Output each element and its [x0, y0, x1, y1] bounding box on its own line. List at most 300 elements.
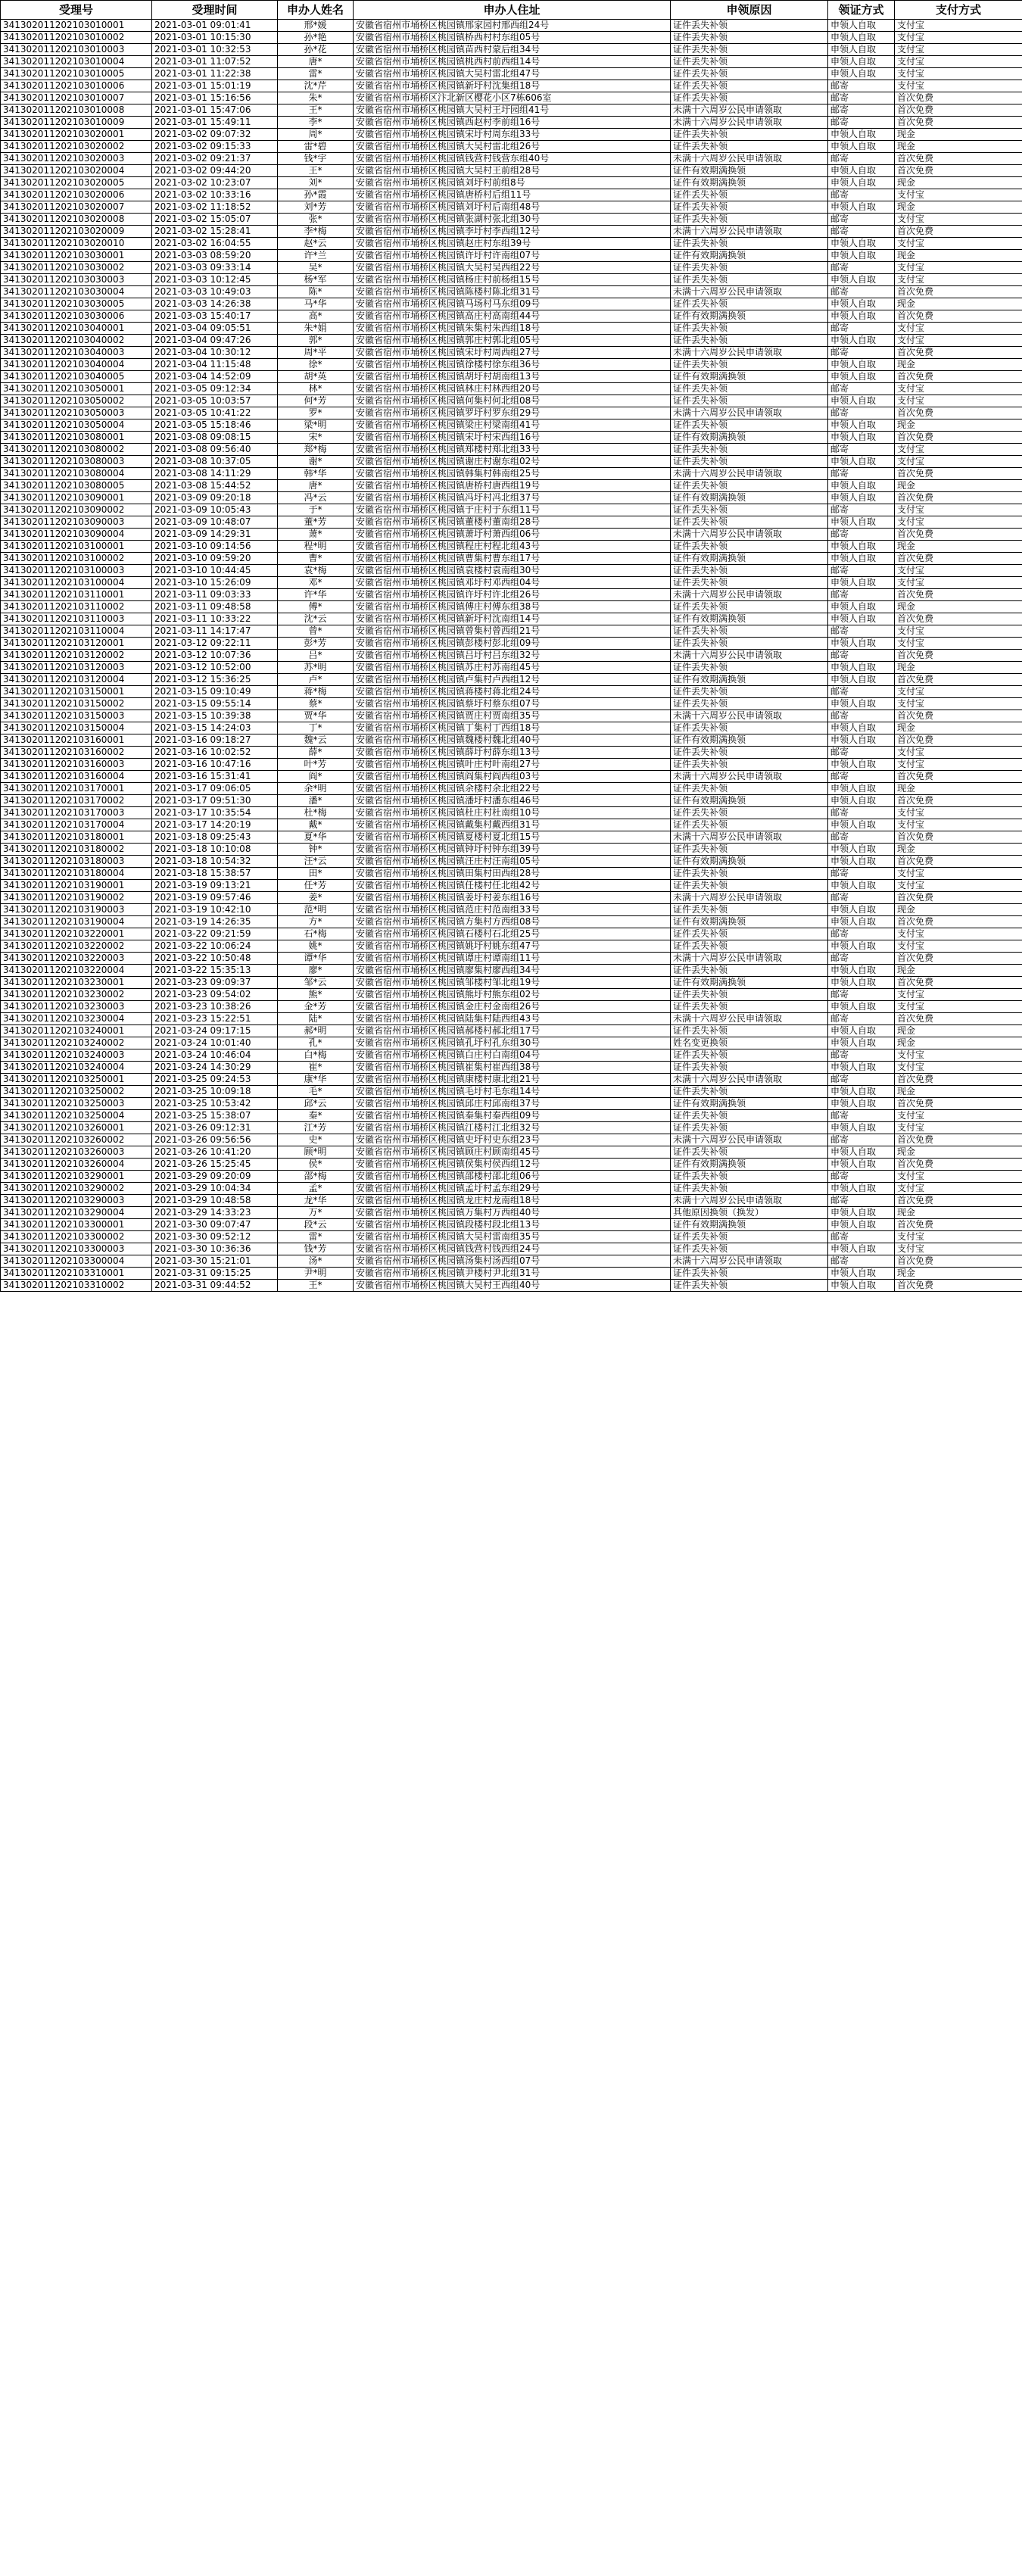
cell-time: 2021-03-10 09:14:56 [152, 541, 278, 553]
cell-time: 2021-03-29 14:33:23 [152, 1207, 278, 1219]
cell-id: 341302011202103040003 [1, 347, 152, 359]
cell-id: 341302011202103010008 [1, 104, 152, 117]
cell-payment: 现金 [895, 541, 1022, 553]
cell-name: 钱*宇 [278, 153, 354, 165]
cell-id: 341302011202103170002 [1, 795, 152, 807]
cell-id: 341302011202103300004 [1, 1255, 152, 1268]
cell-payment: 首次免费 [895, 226, 1022, 238]
cell-name: 史* [278, 1134, 354, 1146]
cell-delivery: 申领人自取 [828, 783, 895, 795]
table-row [1, 613, 1022, 625]
cell-id: 341302011202103220002 [1, 940, 152, 953]
cell-address: 安徽省宿州市埇桥区桃园镇梁庄村梁南组41号 [354, 419, 671, 432]
cell-payment: 支付宝 [895, 928, 1022, 940]
cell-address: 安徽省宿州市埇桥区桃园镇大吴村吴西组22号 [354, 262, 671, 274]
cell-time: 2021-03-03 14:26:38 [152, 298, 278, 310]
cell-delivery: 邮寄 [828, 262, 895, 274]
cell-name: 韩*华 [278, 468, 354, 480]
cell-time: 2021-03-12 10:07:36 [152, 650, 278, 662]
cell-address: 安徽省宿州市埇桥区桃园镇许圩村许北组26号 [354, 589, 671, 601]
table-row [1, 1110, 1022, 1122]
cell-payment: 首次免费 [895, 1255, 1022, 1268]
table-row [1, 20, 1022, 32]
cell-address: 安徽省宿州市埇桥区桃园镇大吴村王前组28号 [354, 165, 671, 177]
cell-id: 341302011202103020006 [1, 189, 152, 201]
table-row [1, 722, 1022, 734]
cell-reason: 证件丢失补领 [671, 20, 828, 32]
cell-name: 王* [278, 104, 354, 117]
cell-name: 刘* [278, 177, 354, 189]
cell-name: 杜*梅 [278, 807, 354, 819]
table-row [1, 589, 1022, 601]
cell-delivery: 申领人自取 [828, 480, 895, 492]
cell-reason: 证件丢失补领 [671, 844, 828, 856]
cell-name: 沈*云 [278, 613, 354, 625]
cell-time: 2021-03-25 09:24:53 [152, 1074, 278, 1086]
cell-payment: 首次免费 [895, 892, 1022, 904]
cell-delivery: 邮寄 [828, 504, 895, 516]
cell-reason: 未满十六周岁公民申请领取 [671, 831, 828, 844]
cell-payment: 首次免费 [895, 977, 1022, 989]
cell-reason: 未满十六周岁公民申请领取 [671, 1255, 828, 1268]
cell-address: 安徽省宿州市埇桥区桃园镇毛圩村毛东组14号 [354, 1086, 671, 1098]
cell-delivery: 申领人自取 [828, 940, 895, 953]
cell-time: 2021-03-01 09:01:41 [152, 20, 278, 32]
cell-delivery: 申领人自取 [828, 250, 895, 262]
cell-name: 朱*娟 [278, 323, 354, 335]
cell-payment: 首次免费 [895, 286, 1022, 298]
cell-address: 安徽省宿州市埇桥区桃园镇何集村何北组08号 [354, 395, 671, 407]
cell-address: 安徽省宿州市埇桥区桃园镇康楼村康北组21号 [354, 1074, 671, 1086]
table-row [1, 189, 1022, 201]
cell-time: 2021-03-02 10:33:16 [152, 189, 278, 201]
cell-payment: 现金 [895, 1037, 1022, 1049]
cell-address: 安徽省宿州市埇桥区桃园镇郭庄村郭北组05号 [354, 335, 671, 347]
cell-address: 安徽省宿州市埇桥区桃园镇蔡圩村蔡东组07号 [354, 698, 671, 710]
table-row [1, 1049, 1022, 1062]
cell-id: 341302011202103230004 [1, 1013, 152, 1025]
cell-id: 341302011202103030005 [1, 298, 152, 310]
cell-reason: 证件丢失补领 [671, 1025, 828, 1037]
cell-name: 赵*云 [278, 238, 354, 250]
cell-name: 薛* [278, 747, 354, 759]
cell-name: 冯*云 [278, 492, 354, 504]
cell-address: 安徽省宿州市埇桥区桃园镇宋圩村宋西组16号 [354, 432, 671, 444]
cell-id: 341302011202103090001 [1, 492, 152, 504]
cell-delivery: 邮寄 [828, 650, 895, 662]
cell-time: 2021-03-10 09:59:20 [152, 553, 278, 565]
cell-name: 潘* [278, 795, 354, 807]
cell-reason: 未满十六周岁公民申请领取 [671, 117, 828, 129]
cell-payment: 现金 [895, 419, 1022, 432]
cell-time: 2021-03-29 09:20:09 [152, 1171, 278, 1183]
cell-reason: 证件丢失补领 [671, 880, 828, 892]
cell-payment: 支付宝 [895, 238, 1022, 250]
cell-time: 2021-03-12 10:52:00 [152, 662, 278, 674]
cell-time: 2021-03-26 09:12:31 [152, 1122, 278, 1134]
cell-time: 2021-03-02 15:05:07 [152, 214, 278, 226]
cell-reason: 证件丢失补领 [671, 419, 828, 432]
cell-payment: 首次免费 [895, 710, 1022, 722]
cell-time: 2021-03-10 15:26:09 [152, 577, 278, 589]
table-row [1, 856, 1022, 868]
cell-delivery: 申领人自取 [828, 1062, 895, 1074]
cell-id: 341302011202103030006 [1, 310, 152, 323]
cell-reason: 证件丢失补领 [671, 989, 828, 1001]
table-row [1, 1255, 1022, 1268]
table-row [1, 1098, 1022, 1110]
cell-address: 安徽省宿州市埇桥区桃园镇程庄村程北组43号 [354, 541, 671, 553]
cell-reason: 证件丢失补领 [671, 1110, 828, 1122]
table-row [1, 868, 1022, 880]
table-row [1, 759, 1022, 771]
cell-time: 2021-03-04 11:15:48 [152, 359, 278, 371]
cell-payment: 首次免费 [895, 1219, 1022, 1231]
cell-reason: 证件丢失补领 [671, 1122, 828, 1134]
cell-address: 安徽省宿州市埇桥区桃园镇唐桥村唐西组19号 [354, 480, 671, 492]
table-row [1, 662, 1022, 674]
col-header-id: 受理号 [1, 1, 152, 20]
cell-address: 安徽省宿州市埇桥区桃园镇李圩村李西组12号 [354, 226, 671, 238]
cell-name: 孙*花 [278, 44, 354, 56]
table-row [1, 1062, 1022, 1074]
cell-address: 安徽省宿州市埇桥区桃园镇刘圩村前组8号 [354, 177, 671, 189]
cell-delivery: 邮寄 [828, 407, 895, 419]
cell-id: 341302011202103020007 [1, 201, 152, 214]
cell-id: 341302011202103290004 [1, 1207, 152, 1219]
cell-id: 341302011202103110002 [1, 601, 152, 613]
cell-reason: 证件有效期满换领 [671, 177, 828, 189]
cell-delivery: 申领人自取 [828, 516, 895, 529]
table-row [1, 1183, 1022, 1195]
cell-payment: 支付宝 [895, 214, 1022, 226]
cell-delivery: 申领人自取 [828, 359, 895, 371]
cell-address: 安徽省宿州市埇桥区桃园镇冯圩村冯北组37号 [354, 492, 671, 504]
cell-payment: 现金 [895, 250, 1022, 262]
cell-address: 安徽省宿州市埇桥区桃园镇汪庄村汪南组05号 [354, 856, 671, 868]
table-row [1, 529, 1022, 541]
table-row [1, 965, 1022, 977]
table-row [1, 916, 1022, 928]
cell-id: 341302011202103250003 [1, 1098, 152, 1110]
cell-id: 341302011202103190002 [1, 892, 152, 904]
cell-id: 341302011202103300002 [1, 1231, 152, 1243]
cell-name: 王* [278, 1280, 354, 1292]
cell-id: 341302011202103080003 [1, 456, 152, 468]
cell-delivery: 申领人自取 [828, 1146, 895, 1159]
cell-delivery: 申领人自取 [828, 722, 895, 734]
cell-delivery: 申领人自取 [828, 310, 895, 323]
cell-reason: 证件丢失补领 [671, 1268, 828, 1280]
cell-reason: 未满十六周岁公民申请领取 [671, 710, 828, 722]
cell-id: 341302011202103260002 [1, 1134, 152, 1146]
cell-id: 341302011202103010002 [1, 32, 152, 44]
cell-payment: 支付宝 [895, 747, 1022, 759]
cell-reason: 证件丢失补领 [671, 722, 828, 734]
cell-delivery: 邮寄 [828, 444, 895, 456]
cell-time: 2021-03-24 10:01:40 [152, 1037, 278, 1049]
cell-name: 蒋*梅 [278, 686, 354, 698]
table-row [1, 541, 1022, 553]
cell-name: 陈* [278, 286, 354, 298]
cell-time: 2021-03-04 14:52:09 [152, 371, 278, 383]
cell-id: 341302011202103010003 [1, 44, 152, 56]
cell-address: 安徽省宿州市埇桥区桃园镇韩集村韩南组25号 [354, 468, 671, 480]
cell-id: 341302011202103180001 [1, 831, 152, 844]
table-row [1, 262, 1022, 274]
table-row [1, 771, 1022, 783]
cell-time: 2021-03-08 10:37:05 [152, 456, 278, 468]
cell-delivery: 申领人自取 [828, 1219, 895, 1231]
cell-reason: 姓名变更换领 [671, 1037, 828, 1049]
cell-reason: 未满十六周岁公民申请领取 [671, 407, 828, 419]
cell-name: 罗* [278, 407, 354, 419]
cell-address: 安徽省宿州市埇桥区桃园镇郑楼村郑北组33号 [354, 444, 671, 456]
cell-reason: 证件丢失补领 [671, 1183, 828, 1195]
cell-address: 安徽省宿州市埇桥区桃园镇范庄村范南组33号 [354, 904, 671, 916]
cell-address: 安徽省宿州市埇桥区桃园镇吕圩村吕东组32号 [354, 650, 671, 662]
cell-reason: 未满十六周岁公民申请领取 [671, 226, 828, 238]
table-row [1, 56, 1022, 68]
cell-delivery: 申领人自取 [828, 492, 895, 504]
cell-delivery: 申领人自取 [828, 335, 895, 347]
cell-time: 2021-03-25 15:38:07 [152, 1110, 278, 1122]
cell-id: 341302011202103030004 [1, 286, 152, 298]
cell-name: 秦* [278, 1110, 354, 1122]
cell-address: 安徽省宿州市埇桥区桃园镇尹楼村尹北组31号 [354, 1268, 671, 1280]
cell-reason: 证件丢失补领 [671, 444, 828, 456]
cell-reason: 证件丢失补领 [671, 819, 828, 831]
cell-name: 段*云 [278, 1219, 354, 1231]
cell-time: 2021-03-11 10:33:22 [152, 613, 278, 625]
cell-address: 安徽省宿州市埇桥区桃园镇江楼村江北组32号 [354, 1122, 671, 1134]
table-row [1, 419, 1022, 432]
cell-reason: 证件丢失补领 [671, 686, 828, 698]
table-row [1, 214, 1022, 226]
cell-name: 郝*明 [278, 1025, 354, 1037]
cell-time: 2021-03-08 15:44:52 [152, 480, 278, 492]
table-row [1, 347, 1022, 359]
cell-name: 贾*华 [278, 710, 354, 722]
cell-name: 高* [278, 310, 354, 323]
cell-address: 安徽省宿州市埇桥区桃园镇卢集村卢西组12号 [354, 674, 671, 686]
cell-address: 安徽省宿州市埇桥区桃园镇赵庄村东组39号 [354, 238, 671, 250]
cell-time: 2021-03-16 10:02:52 [152, 747, 278, 759]
cell-payment: 现金 [895, 662, 1022, 674]
cell-name: 叶*芳 [278, 759, 354, 771]
table-row [1, 892, 1022, 904]
cell-reason: 证件有效期满换领 [671, 674, 828, 686]
cell-address: 安徽省宿州市埇桥区桃园镇方集村方西组08号 [354, 916, 671, 928]
cell-payment: 首次免费 [895, 117, 1022, 129]
cell-delivery: 申领人自取 [828, 819, 895, 831]
cell-id: 341302011202103290002 [1, 1183, 152, 1195]
cell-id: 341302011202103230002 [1, 989, 152, 1001]
cell-payment: 支付宝 [895, 880, 1022, 892]
cell-name: 汪*云 [278, 856, 354, 868]
cell-id: 341302011202103020005 [1, 177, 152, 189]
cell-name: 徐* [278, 359, 354, 371]
cell-name: 孔* [278, 1037, 354, 1049]
cell-payment: 首次免费 [895, 492, 1022, 504]
cell-delivery: 申领人自取 [828, 613, 895, 625]
cell-address: 安徽省宿州市埇桥区桃园镇董楼村董南组28号 [354, 516, 671, 529]
cell-address: 安徽省宿州市埇桥区桃园镇桥西村村东组05号 [354, 32, 671, 44]
cell-address: 安徽省宿州市埇桥区桃园镇彭楼村彭北组09号 [354, 638, 671, 650]
cell-time: 2021-03-29 10:04:34 [152, 1183, 278, 1195]
cell-reason: 证件丢失补领 [671, 1171, 828, 1183]
cell-id: 341302011202103260003 [1, 1146, 152, 1159]
cell-reason: 未满十六周岁公民申请领取 [671, 892, 828, 904]
cell-name: 曹* [278, 553, 354, 565]
cell-time: 2021-03-17 10:35:54 [152, 807, 278, 819]
cell-address: 安徽省宿州市埇桥区桃园镇大吴村王西组40号 [354, 1280, 671, 1292]
cell-time: 2021-03-24 09:17:15 [152, 1025, 278, 1037]
cell-time: 2021-03-30 09:07:47 [152, 1219, 278, 1231]
cell-payment: 首次免费 [895, 1159, 1022, 1171]
cell-address: 安徽省宿州市埇桥区桃园镇戴集村戴西组31号 [354, 819, 671, 831]
cell-address: 安徽省宿州市埇桥区桃园镇苏庄村苏南组45号 [354, 662, 671, 674]
cell-id: 341302011202103110001 [1, 589, 152, 601]
cell-id: 341302011202103190001 [1, 880, 152, 892]
cell-name: 胡*英 [278, 371, 354, 383]
cell-delivery: 申领人自取 [828, 1001, 895, 1013]
cell-time: 2021-03-02 15:28:41 [152, 226, 278, 238]
col-header-name: 申办人姓名 [278, 1, 354, 20]
cell-time: 2021-03-18 15:38:57 [152, 868, 278, 880]
cell-name: 邹*云 [278, 977, 354, 989]
cell-id: 341302011202103050002 [1, 395, 152, 407]
cell-time: 2021-03-16 09:18:27 [152, 734, 278, 747]
cell-name: 方* [278, 916, 354, 928]
cell-payment: 现金 [895, 1146, 1022, 1159]
cell-payment: 现金 [895, 965, 1022, 977]
table-row [1, 274, 1022, 286]
cell-payment: 首次免费 [895, 589, 1022, 601]
cell-delivery: 申领人自取 [828, 1268, 895, 1280]
cell-name: 李* [278, 117, 354, 129]
cell-address: 安徽省宿州市埇桥区桃园镇金庄村金南组26号 [354, 1001, 671, 1013]
cell-delivery: 邮寄 [828, 468, 895, 480]
cell-name: 石*梅 [278, 928, 354, 940]
cell-name: 毛* [278, 1086, 354, 1098]
cell-time: 2021-03-25 10:09:18 [152, 1086, 278, 1098]
cell-payment: 现金 [895, 480, 1022, 492]
cell-name: 陆* [278, 1013, 354, 1025]
cell-reason: 证件丢失补领 [671, 298, 828, 310]
cell-id: 341302011202103310001 [1, 1268, 152, 1280]
cell-delivery: 申领人自取 [828, 1098, 895, 1110]
cell-id: 341302011202103230001 [1, 977, 152, 989]
table-row [1, 310, 1022, 323]
cell-name: 江*芳 [278, 1122, 354, 1134]
cell-id: 341302011202103020003 [1, 153, 152, 165]
table-row [1, 407, 1022, 419]
cell-time: 2021-03-12 15:36:25 [152, 674, 278, 686]
cell-delivery: 邮寄 [828, 831, 895, 844]
cell-name: 邢*媛 [278, 20, 354, 32]
cell-time: 2021-03-02 11:18:52 [152, 201, 278, 214]
cell-time: 2021-03-24 14:30:29 [152, 1062, 278, 1074]
cell-time: 2021-03-31 09:15:25 [152, 1268, 278, 1280]
cell-name: 马*华 [278, 298, 354, 310]
cell-delivery: 邮寄 [828, 529, 895, 541]
cell-payment: 支付宝 [895, 868, 1022, 880]
cell-id: 341302011202103090004 [1, 529, 152, 541]
cell-payment: 支付宝 [895, 274, 1022, 286]
cell-reason: 证件丢失补领 [671, 747, 828, 759]
cell-delivery: 邮寄 [828, 953, 895, 965]
cell-time: 2021-03-03 09:33:14 [152, 262, 278, 274]
cell-reason: 证件丢失补领 [671, 1280, 828, 1292]
cell-name: 许*兰 [278, 250, 354, 262]
cell-delivery: 邮寄 [828, 214, 895, 226]
cell-id: 341302011202103260004 [1, 1159, 152, 1171]
table-row [1, 359, 1022, 371]
cell-name: 阎* [278, 771, 354, 783]
cell-delivery: 申领人自取 [828, 880, 895, 892]
cell-payment: 现金 [895, 201, 1022, 214]
cell-delivery: 申领人自取 [828, 129, 895, 141]
cell-address: 安徽省宿州市埇桥区桃园镇汤集村汤西组07号 [354, 1255, 671, 1268]
cell-name: 雷* [278, 68, 354, 80]
cell-address: 安徽省宿州市埇桥区桃园镇廖集村廖西组34号 [354, 965, 671, 977]
cell-delivery: 邮寄 [828, 1013, 895, 1025]
cell-name: 梁*明 [278, 419, 354, 432]
cell-payment: 现金 [895, 1268, 1022, 1280]
cell-address: 安徽省宿州市埇桥区桃园镇张湖村张北组30号 [354, 214, 671, 226]
cell-delivery: 申领人自取 [828, 165, 895, 177]
cell-time: 2021-03-02 16:04:55 [152, 238, 278, 250]
cell-time: 2021-03-16 10:47:16 [152, 759, 278, 771]
cell-payment: 首次免费 [895, 371, 1022, 383]
cell-reason: 证件丢失补领 [671, 601, 828, 613]
cell-address: 安徽省宿州市埇桥区桃园镇薛圩村薛东组13号 [354, 747, 671, 759]
cell-time: 2021-03-09 10:48:07 [152, 516, 278, 529]
cell-reason: 证件丢失补领 [671, 625, 828, 638]
cell-delivery: 申领人自取 [828, 1122, 895, 1134]
table-row [1, 335, 1022, 347]
cell-reason: 证件丢失补领 [671, 395, 828, 407]
cell-reason: 证件丢失补领 [671, 129, 828, 141]
cell-name: 唐* [278, 56, 354, 68]
cell-address: 安徽省宿州市埇桥区桃园镇钱营村钱西组24号 [354, 1243, 671, 1255]
cell-payment: 现金 [895, 844, 1022, 856]
cell-payment: 现金 [895, 359, 1022, 371]
cell-name: 戴* [278, 819, 354, 831]
cell-payment: 支付宝 [895, 20, 1022, 32]
cell-reason: 证件丢失补领 [671, 238, 828, 250]
cell-reason: 证件丢失补领 [671, 80, 828, 92]
cell-payment: 首次免费 [895, 468, 1022, 480]
cell-delivery: 申领人自取 [828, 419, 895, 432]
cell-payment: 支付宝 [895, 383, 1022, 395]
cell-reason: 证件丢失补领 [671, 807, 828, 819]
cell-reason: 证件丢失补领 [671, 868, 828, 880]
cell-delivery: 申领人自取 [828, 1025, 895, 1037]
cell-name: 沈*芹 [278, 80, 354, 92]
cell-time: 2021-03-15 09:10:49 [152, 686, 278, 698]
cell-payment: 首次免费 [895, 153, 1022, 165]
table-row [1, 32, 1022, 44]
cell-time: 2021-03-11 09:48:58 [152, 601, 278, 613]
table-row [1, 286, 1022, 298]
cell-reason: 未满十六周岁公民申请领取 [671, 1074, 828, 1086]
cell-time: 2021-03-03 15:40:17 [152, 310, 278, 323]
cell-reason: 未满十六周岁公民申请领取 [671, 771, 828, 783]
cell-payment: 支付宝 [895, 32, 1022, 44]
cell-time: 2021-03-09 10:05:43 [152, 504, 278, 516]
